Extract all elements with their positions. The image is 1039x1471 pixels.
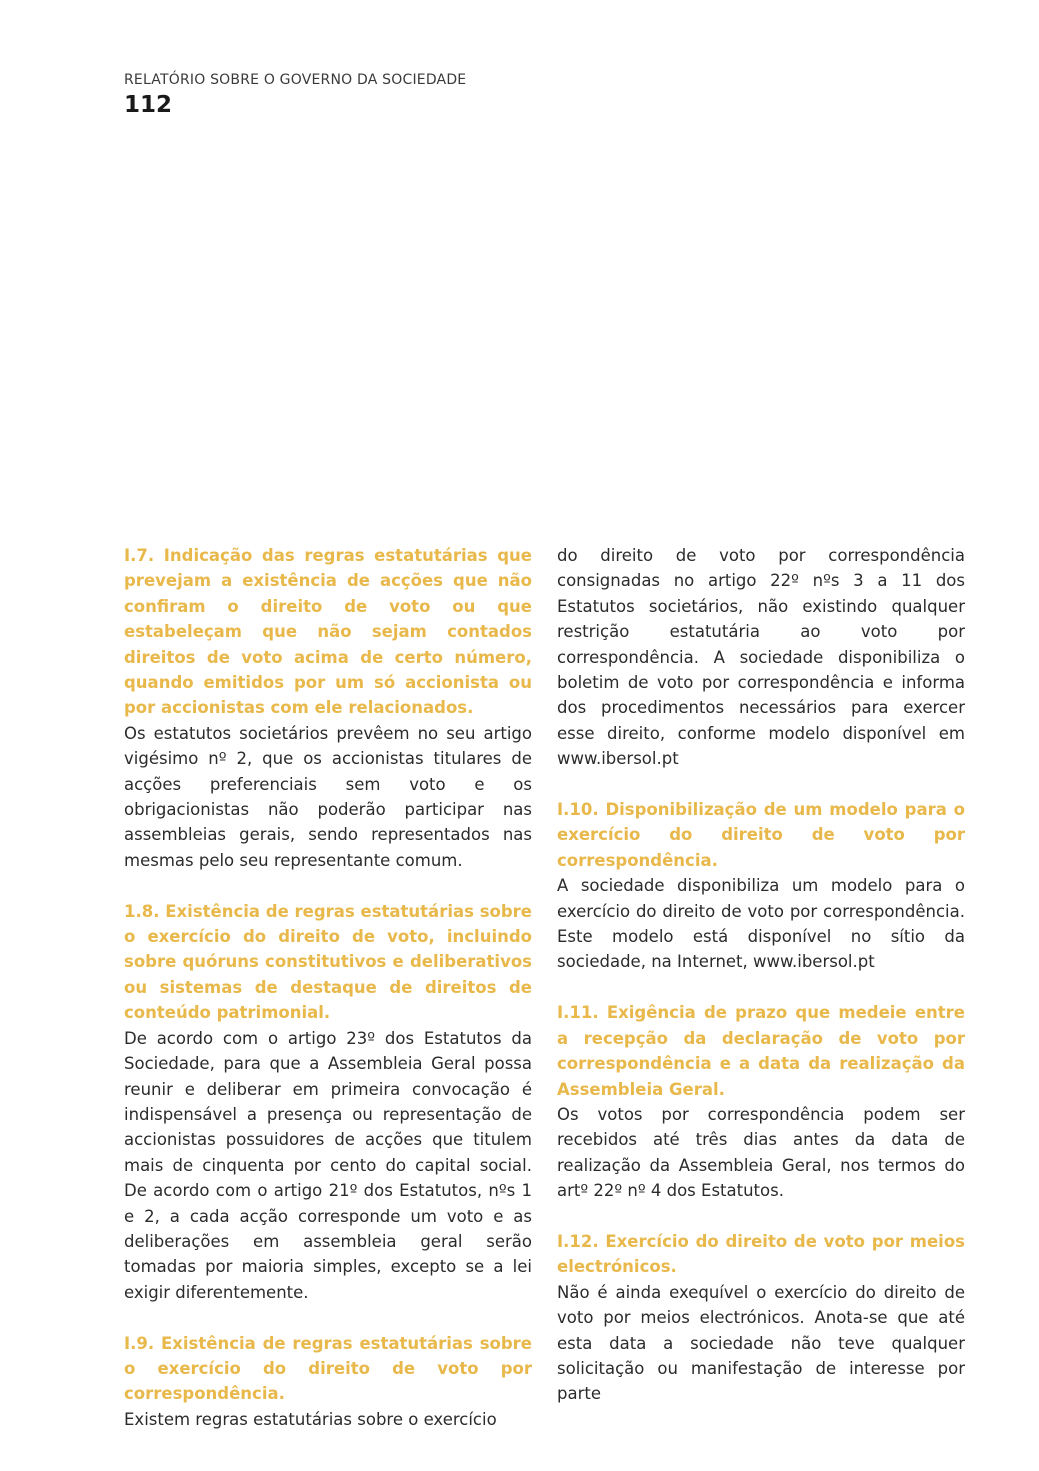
section-heading: 1.8. Existência de regras estatutárias sobre o exercício do direito de voto, incluindo sobre quóruns constitutivos e deliberativos ou sistemas de destaque de direitos de conteúdo patrimonial.	[124, 901, 532, 1023]
section-heading: I.10. Disponibilização de um modelo para o exercício do direito de voto por correspondência.	[557, 800, 965, 870]
section-body: A sociedade disponibiliza um modelo para o exercício do direito de voto por correspondência. Este modelo está disponível no sítio da sociedade, na Internet, www.ibersol.pt	[557, 876, 965, 972]
right-column	[557, 543, 965, 1432]
section-heading: I.7. Indicação das regras estatutárias que prevejam a existência de acções que não confiram o direito de voto ou que estabeleçam que não sejam contados direitos de voto acima de certo número, quando emitidos por um só accionista ou por accionistas com ele relacionados.	[124, 546, 532, 718]
section-heading: I.11. Exigência de prazo que medeie entre a recepção da declaração de voto por correspondência e a data da realização da Assembleia Geral.	[557, 1003, 965, 1099]
left-column	[124, 543, 532, 1458]
section-heading: I.9. Existência de regras estatutárias sobre o exercício do direito de voto por correspondência.	[124, 1333, 532, 1404]
section-body: Não é ainda exequível o exercício do direito de voto por meios electrónicos. Anota-se que até esta data a sociedade não teve qualquer solicitação ou manifestação de interesse por parte	[557, 1282, 965, 1404]
section-i-7	[124, 543, 532, 873]
page-number: 112	[124, 92, 173, 118]
section-i-9	[124, 1331, 532, 1433]
section-body: De acordo com o artigo 23º dos Estatutos da Sociedade, para que a Assembleia Geral possa reunir e deliberar em primeira convocação é indispensável a presença ou representação de accionistas possuidores de acções que titulem mais de cinquenta por cento do capital social. De acordo com o artigo 21º dos Estatutos, nºs 1 e 2, a cada acção corresponde um voto e as deliberações em assembleia geral serão tomadas por maioria simples, excepto se a lei exigir diferentemente.	[124, 1028, 532, 1302]
page-header	[124, 70, 466, 119]
section-i-9-continued	[557, 543, 965, 772]
section-body: Os estatutos societários prevêem no seu artigo vigésimo nº 2, que os accionistas titulares de acções preferenciais sem voto e os obrigacionistas não poderão participar nas assembleias gerais, sendo representados nas mesmas pelo seu representante comum.	[124, 723, 532, 870]
section-i-10	[557, 797, 965, 975]
document-title: RELATÓRIO SOBRE O GOVERNO DA SOCIEDADE	[124, 72, 467, 88]
section-i-12	[557, 1229, 965, 1407]
section-i-11	[557, 1000, 965, 1203]
section-body: do direito de voto por correspondência consignadas no artigo 22º nºs 3 a 11 dos Estatutos societários, não existindo qualquer restrição estatutária ao voto por correspondência. A sociedade disponibiliza o boletim de voto por correspondência e informa dos procedimentos necessários para exercer esse direito, conforme modelo disponível em www.ibersol.pt	[557, 546, 965, 769]
section-body: Existem regras estatutárias sobre o exercício	[124, 1409, 497, 1429]
section-heading: I.12. Exercício do direito de voto por meios electrónicos.	[557, 1231, 965, 1277]
section-1-8	[124, 899, 532, 1306]
section-body: Os votos por correspondência podem ser recebidos até três dias antes da data de realização da Assembleia Geral, nos termos do artº 22º nº 4 dos Estatutos.	[557, 1104, 965, 1201]
